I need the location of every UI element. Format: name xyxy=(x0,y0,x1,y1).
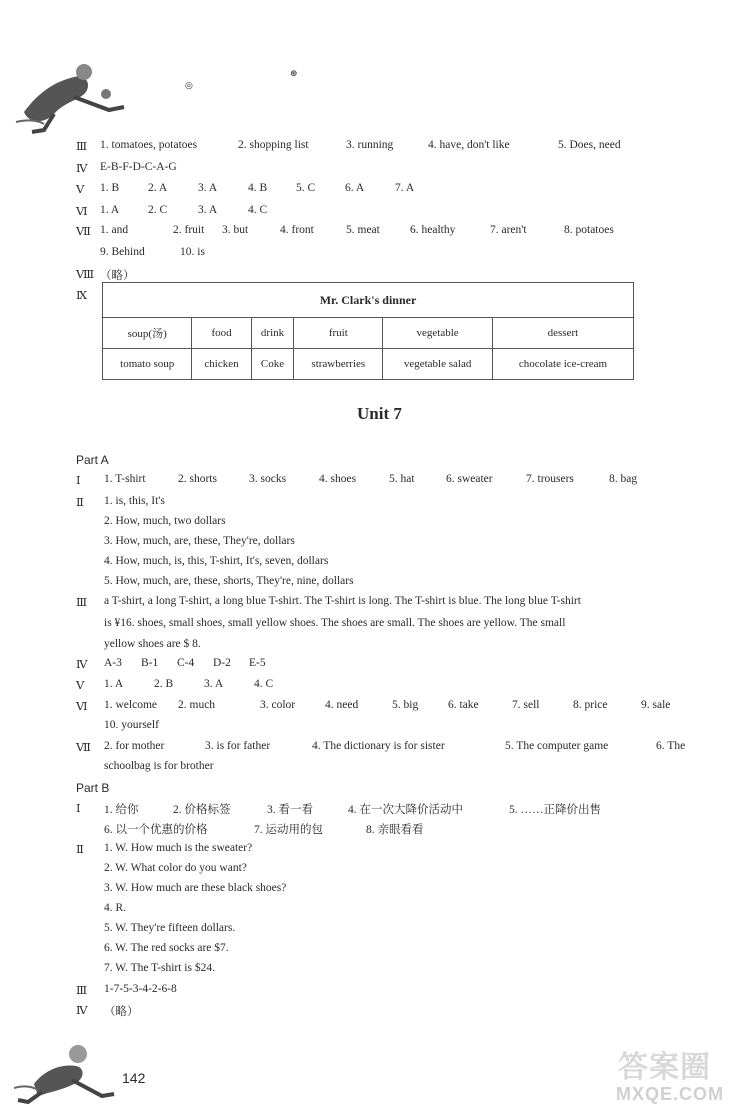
table-cell: fruit xyxy=(294,318,383,349)
answer-text: 1. 给你 xyxy=(104,804,139,816)
answer-text: Ⅸ xyxy=(76,290,88,302)
answer-text: 3. socks xyxy=(249,473,287,485)
answer-text: 6. 以一个优惠的价格 xyxy=(104,824,208,836)
answer-text: Ⅴ xyxy=(76,680,85,692)
answer-text: 7. 运动用的包 xyxy=(254,824,323,836)
answer-text: 7. A xyxy=(395,182,415,194)
answer-text: E-B-F-D-C-A-G xyxy=(100,161,177,173)
answer-text: 2. shorts xyxy=(178,473,217,485)
table-cell: vegetable salad xyxy=(383,349,493,380)
answer-text: 7. sell xyxy=(512,699,540,711)
answer-text: 4. C xyxy=(248,204,268,216)
answer-text: 6. A xyxy=(345,182,365,194)
answer-text: 5. How, much, are, these, shorts, They're, nine, dollars xyxy=(104,575,354,587)
table-cell: dessert xyxy=(492,318,633,349)
answer-text: Ⅱ xyxy=(76,844,84,856)
table-header-row xyxy=(103,318,634,349)
answer-text: Ⅲ xyxy=(76,141,88,153)
answer-text: Ⅶ xyxy=(76,226,91,238)
answer-text: 4. need xyxy=(325,699,359,711)
answer-text: 5. The computer game xyxy=(505,740,609,752)
answer-text: （略） xyxy=(100,270,135,282)
page-number: 142 xyxy=(122,1070,146,1086)
answer-text: 3. color xyxy=(260,699,296,711)
watermark-logo xyxy=(612,1040,748,1110)
answer-text: Ⅵ xyxy=(76,701,88,713)
answer-text: yellow shoes are $ 8. xyxy=(104,638,201,650)
answer-text: 1. B xyxy=(100,182,120,194)
answer-text: 2. B xyxy=(154,678,174,690)
answer-text: 9. sale xyxy=(641,699,671,711)
answer-text: 2. much xyxy=(178,699,216,711)
answer-text: 5. C xyxy=(296,182,316,194)
answer-text: 10. yourself xyxy=(104,719,159,731)
answer-text: 6. healthy xyxy=(410,224,456,236)
table-row xyxy=(103,349,634,380)
answer-text: 3. 看一看 xyxy=(267,804,313,816)
answer-text: 3. A xyxy=(198,204,218,216)
answer-text: 4. R. xyxy=(104,902,127,914)
table-cell: food xyxy=(192,318,251,349)
answer-text: 2. 价格标签 xyxy=(173,804,231,816)
answer-text: 2. How, much, two dollars xyxy=(104,515,226,527)
answer-text: Ⅶ xyxy=(76,742,91,754)
answer-text: 8. potatoes xyxy=(564,224,614,236)
answer-text: 2. fruit xyxy=(173,224,205,236)
answer-text: 3. but xyxy=(222,224,249,236)
answer-text: 1. welcome xyxy=(104,699,158,711)
answer-text: 1. T-shirt xyxy=(104,473,146,485)
unit-title: Unit 7 xyxy=(357,404,402,423)
answer-text: C-4 xyxy=(177,657,195,669)
answer-text: 1. A xyxy=(100,204,120,216)
table-cell: vegetable xyxy=(383,318,493,349)
answer-text: Ⅱ xyxy=(76,497,84,509)
answer-text: 6. take xyxy=(448,699,479,711)
answer-text: 8. bag xyxy=(609,473,638,485)
answer-text: 1. tomatoes, potatoes xyxy=(100,139,198,151)
answer-text: Ⅲ xyxy=(76,985,88,997)
answer-text: Ⅰ xyxy=(76,475,81,487)
answer-text: 1. W. How much is the sweater? xyxy=(104,842,253,854)
part-a-heading: Part A xyxy=(76,453,109,467)
answer-text: B-1 xyxy=(141,657,159,669)
answer-text: a T-shirt, a long T-shirt, a long blue T-shirt. The T-shirt is long. The T-shirt is blue. The long blue T-shirt xyxy=(104,595,581,607)
answer-text: 3. A xyxy=(198,182,218,194)
dinner-table xyxy=(102,282,634,380)
table-cell: chicken xyxy=(192,349,251,380)
answer-text: 1. A xyxy=(104,678,124,690)
answer-text: 1. and xyxy=(100,224,129,236)
answer-text: 6. W. The red socks are $7. xyxy=(104,942,229,954)
answer-text: Ⅷ xyxy=(76,269,95,281)
answer-text: 9. Behind xyxy=(100,246,145,258)
answer-text: 5. meat xyxy=(346,224,380,236)
watermark-url: MXQE.COM xyxy=(616,1084,725,1104)
answer-text: 3. W. How much are these black shoes? xyxy=(104,882,287,894)
answer-text: 2. A xyxy=(148,182,168,194)
table-cell: chocolate ice-cream xyxy=(492,349,633,380)
answer-text: 4. have, don't like xyxy=(428,139,510,151)
answer-text: Ⅰ xyxy=(76,803,81,815)
answer-text: 7. aren't xyxy=(490,224,527,236)
answer-text: 8. price xyxy=(573,699,608,711)
answer-text: 3. How, much, are, these, They're, dollars xyxy=(104,535,295,547)
table-cell: drink xyxy=(251,318,294,349)
answer-text: E-5 xyxy=(249,657,266,669)
answer-text: 4. How, much, is, this, T-shirt, It's, seven, dollars xyxy=(104,555,329,567)
table-title: Mr. Clark's dinner xyxy=(103,283,634,318)
answer-text: Ⅳ xyxy=(76,1005,88,1017)
answer-text: 5. hat xyxy=(389,473,415,485)
answer-text: 6. The xyxy=(656,740,686,752)
answer-text: 3. is for father xyxy=(205,740,271,752)
answer-text: 4. C xyxy=(254,678,274,690)
answer-text: Ⅵ xyxy=(76,206,88,218)
answer-text: 7. W. The T-shirt is $24. xyxy=(104,962,215,974)
answer-text: D-2 xyxy=(213,657,231,669)
answer-text: 1. is, this, It's xyxy=(104,495,165,507)
answer-text: 4. 在一次大降价活动中 xyxy=(348,804,463,816)
answer-text: schoolbag is for brother xyxy=(104,760,214,772)
answer-text: 4. shoes xyxy=(319,473,357,485)
answer-text: 5. Does, need xyxy=(558,139,621,151)
answer-text: 7. trousers xyxy=(526,473,574,485)
watermark-brand: 答案圈 xyxy=(618,1050,711,1085)
running-figure-illustration xyxy=(14,1040,118,1108)
answer-text: 1-7-5-3-4-2-6-8 xyxy=(104,983,177,995)
answer-text: 8. 亲眼看看 xyxy=(366,824,424,836)
answer-text: is ¥16. shoes, small shoes, small yellow shoes. The shoes are small. The shoes are yellow. The small xyxy=(104,617,566,629)
running-figure-illustration xyxy=(14,52,134,134)
answer-text: 5. big xyxy=(392,699,419,711)
answer-text: 5. W. They're fifteen dollars. xyxy=(104,922,236,934)
answer-text: Ⅲ xyxy=(76,597,88,609)
answer-text: 2. for mother xyxy=(104,740,165,752)
answer-text: （略） xyxy=(104,1006,139,1018)
table-cell: soup(汤) xyxy=(103,318,192,349)
table-cell: strawberries xyxy=(294,349,383,380)
answer-text: 3. running xyxy=(346,139,394,151)
answer-text: 6. sweater xyxy=(446,473,493,485)
table-cell: Coke xyxy=(251,349,294,380)
answer-text: Ⅴ xyxy=(76,184,85,196)
answer-text: A-3 xyxy=(104,657,122,669)
decorative-dot: ◎ xyxy=(185,80,193,90)
answer-text: 3. A xyxy=(204,678,224,690)
answer-text: 4. B xyxy=(248,182,268,194)
answer-text: Ⅳ xyxy=(76,659,88,671)
answer-text: 5. ……正降价出售 xyxy=(509,804,601,816)
answer-text: 2. C xyxy=(148,204,168,216)
table-cell: tomato soup xyxy=(103,349,192,380)
decorative-dot: ⊛ xyxy=(290,68,298,78)
answer-text: 2. shopping list xyxy=(238,139,309,151)
answer-text: 4. front xyxy=(280,224,314,236)
answer-text: 2. W. What color do you want? xyxy=(104,862,247,874)
part-b-heading: Part B xyxy=(76,781,110,795)
answer-text: Ⅳ xyxy=(76,163,88,175)
answer-text: 4. The dictionary is for sister xyxy=(312,740,445,752)
answer-text: 10. is xyxy=(180,246,205,258)
